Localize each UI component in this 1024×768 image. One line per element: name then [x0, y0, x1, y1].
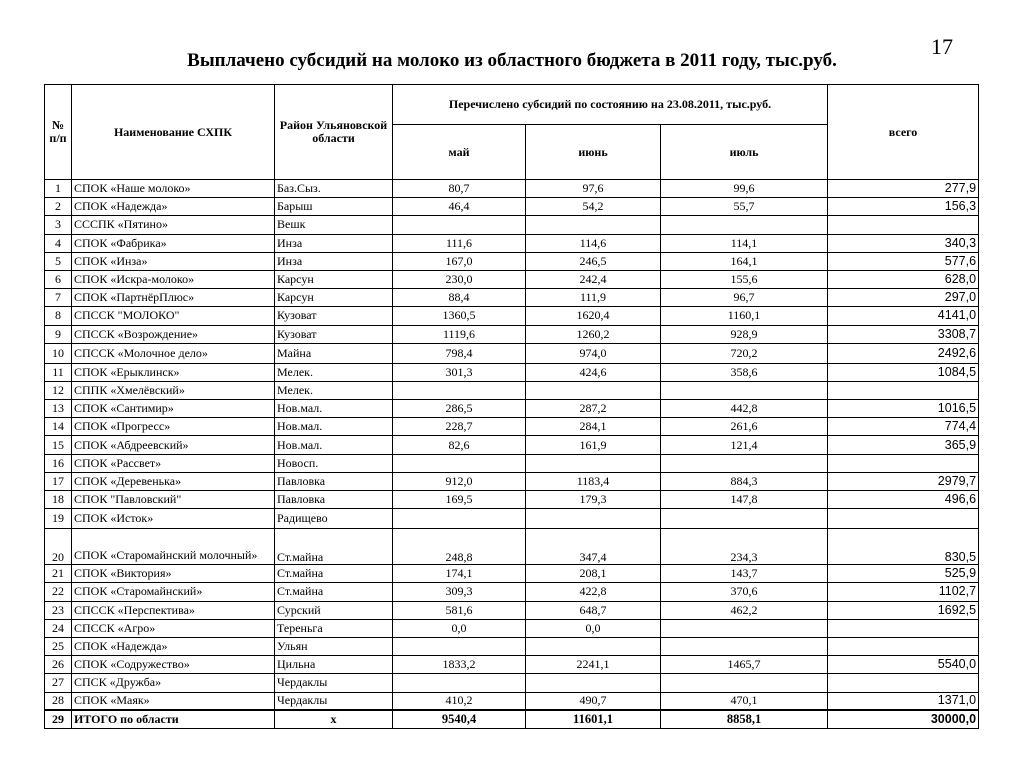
cooperative-name: СПОК «Инза»	[72, 252, 275, 270]
table-row	[45, 674, 979, 692]
row-number: 21	[45, 565, 72, 583]
value-may	[393, 637, 526, 655]
row-number: 25	[45, 637, 72, 655]
value-july: 462,2	[661, 601, 828, 619]
value-june: 179,3	[526, 491, 661, 509]
row-number: 8	[45, 307, 72, 325]
header-july: июль	[661, 125, 828, 180]
row-number: 7	[45, 289, 72, 307]
value-july: 928,9	[661, 325, 828, 343]
value-total: 577,6	[828, 252, 979, 270]
header-name: Наименование СХПК	[72, 85, 275, 180]
total-row-district: x	[275, 710, 393, 728]
district-name: Вешк	[275, 216, 393, 234]
header-total: всего	[828, 85, 979, 180]
value-total	[828, 216, 979, 234]
cooperative-name: СПОК «Старомайнский молочный»	[72, 529, 275, 565]
value-june: 2241,1	[526, 656, 661, 674]
cooperative-name: СПССК «Агро»	[72, 619, 275, 637]
row-number: 22	[45, 583, 72, 601]
cooperative-name: СССПК «Пятино»	[72, 216, 275, 234]
cooperative-name: СПСК «Дружба»	[72, 674, 275, 692]
cooperative-name: СПССК "МОЛОКО"	[72, 307, 275, 325]
value-total: 340,3	[828, 234, 979, 252]
cooperative-name: СПОК «Старомайнский»	[72, 583, 275, 601]
value-july: 121,4	[661, 436, 828, 454]
table-row	[45, 343, 979, 363]
cooperative-name: СПОК «Сантимир»	[72, 400, 275, 418]
value-june	[526, 381, 661, 399]
district-name: Чердаклы	[275, 674, 393, 692]
district-name: Радищево	[275, 509, 393, 529]
table-row	[45, 234, 979, 252]
district-name: Ст.майна	[275, 565, 393, 583]
value-total: 1692,5	[828, 601, 979, 619]
header-district: Район Ульяновской области	[275, 85, 393, 180]
value-total: 2492,6	[828, 343, 979, 363]
value-may: 230,0	[393, 270, 526, 288]
value-july: 1465,7	[661, 656, 828, 674]
value-july: 470,1	[661, 692, 828, 710]
table-row	[45, 198, 979, 216]
total-july: 8858,1	[661, 710, 828, 728]
value-june: 208,1	[526, 565, 661, 583]
value-total: 628,0	[828, 270, 979, 288]
value-june: 974,0	[526, 343, 661, 363]
value-may: 228,7	[393, 418, 526, 436]
value-july	[661, 637, 828, 655]
row-number: 19	[45, 509, 72, 529]
value-july	[661, 619, 828, 637]
table-row	[45, 400, 979, 418]
table-row	[45, 381, 979, 399]
value-may: 80,7	[393, 180, 526, 198]
value-may: 169,5	[393, 491, 526, 509]
table-row	[45, 656, 979, 674]
value-july: 114,1	[661, 234, 828, 252]
district-name: Павловка	[275, 491, 393, 509]
value-june	[526, 637, 661, 655]
row-number: 17	[45, 472, 72, 490]
header-num: № п/п	[45, 85, 72, 180]
row-number: 18	[45, 491, 72, 509]
value-june: 161,9	[526, 436, 661, 454]
value-may	[393, 381, 526, 399]
cooperative-name: СПОК «Абдреевский»	[72, 436, 275, 454]
value-may: 88,4	[393, 289, 526, 307]
value-may	[393, 509, 526, 529]
district-name: Мелек.	[275, 363, 393, 381]
district-name: Тереньга	[275, 619, 393, 637]
value-june	[526, 509, 661, 529]
value-june	[526, 454, 661, 472]
row-number: 14	[45, 418, 72, 436]
value-june: 648,7	[526, 601, 661, 619]
value-total: 774,4	[828, 418, 979, 436]
row-number: 16	[45, 454, 72, 472]
value-may: 1833,2	[393, 656, 526, 674]
value-june: 347,4	[526, 529, 661, 565]
subsidy-table	[44, 84, 979, 729]
district-name: Мелек.	[275, 381, 393, 399]
row-number: 23	[45, 601, 72, 619]
value-june: 287,2	[526, 400, 661, 418]
value-june: 1183,4	[526, 472, 661, 490]
value-july: 720,2	[661, 343, 828, 363]
cooperative-name: СПОК «Надежда»	[72, 198, 275, 216]
table-row	[45, 637, 979, 655]
table-row	[45, 472, 979, 490]
row-number: 3	[45, 216, 72, 234]
value-total: 496,6	[828, 491, 979, 509]
district-name: Нов.мал.	[275, 400, 393, 418]
value-june: 114,6	[526, 234, 661, 252]
page-title: Выплачено субсидий на молоко из областного бюджета в 2011 году, тыс.руб.	[187, 50, 837, 71]
cooperative-name: СПОК «Надежда»	[72, 637, 275, 655]
row-number: 1	[45, 180, 72, 198]
table-row	[45, 216, 979, 234]
value-june: 1620,4	[526, 307, 661, 325]
table-row	[45, 509, 979, 529]
district-name: Ульян	[275, 637, 393, 655]
value-june	[526, 216, 661, 234]
value-may: 248,8	[393, 529, 526, 565]
row-number: 9	[45, 325, 72, 343]
row-number: 24	[45, 619, 72, 637]
value-may	[393, 674, 526, 692]
cooperative-name: СПОК «Фабрика»	[72, 234, 275, 252]
district-name: Инза	[275, 234, 393, 252]
value-july: 358,6	[661, 363, 828, 381]
value-june: 1260,2	[526, 325, 661, 343]
header-may: май	[393, 125, 526, 180]
table-row	[45, 180, 979, 198]
table-row	[45, 529, 979, 565]
row-number: 28	[45, 692, 72, 710]
district-name: Сурский	[275, 601, 393, 619]
value-total	[828, 674, 979, 692]
value-june: 242,4	[526, 270, 661, 288]
value-total: 1084,5	[828, 363, 979, 381]
total-row-number: 29	[45, 710, 72, 728]
cooperative-name: СПОК «Ерыклинск»	[72, 363, 275, 381]
value-total: 1371,0	[828, 692, 979, 710]
cooperative-name: СППК «Хмелёвский»	[72, 381, 275, 399]
value-july: 370,6	[661, 583, 828, 601]
cooperative-name: СПОК «Деревенька»	[72, 472, 275, 490]
row-number: 2	[45, 198, 72, 216]
value-may: 167,0	[393, 252, 526, 270]
district-name: Чердаклы	[275, 692, 393, 710]
district-name: Павловка	[275, 472, 393, 490]
row-number: 20	[45, 529, 72, 565]
value-total: 297,0	[828, 289, 979, 307]
table-row	[45, 307, 979, 325]
value-may: 174,1	[393, 565, 526, 583]
value-july: 261,6	[661, 418, 828, 436]
district-name: Карсун	[275, 289, 393, 307]
value-july: 884,3	[661, 472, 828, 490]
value-july: 147,8	[661, 491, 828, 509]
value-june: 422,8	[526, 583, 661, 601]
district-name: Баз.Сыз.	[275, 180, 393, 198]
district-name: Кузоват	[275, 307, 393, 325]
table-row	[45, 454, 979, 472]
table-row	[45, 252, 979, 270]
district-name: Барыш	[275, 198, 393, 216]
cooperative-name: СПОК «Рассвет»	[72, 454, 275, 472]
value-total	[828, 619, 979, 637]
cooperative-name: СПОК «Содружество»	[72, 656, 275, 674]
row-number: 27	[45, 674, 72, 692]
cooperative-name: СПОК «Искра-молоко»	[72, 270, 275, 288]
value-july: 234,3	[661, 529, 828, 565]
value-total: 365,9	[828, 436, 979, 454]
table-row	[45, 619, 979, 637]
value-may: 1360,5	[393, 307, 526, 325]
value-july	[661, 509, 828, 529]
value-may: 798,4	[393, 343, 526, 363]
value-july: 442,8	[661, 400, 828, 418]
value-total: 525,9	[828, 565, 979, 583]
value-total	[828, 381, 979, 399]
row-number: 10	[45, 343, 72, 363]
value-june: 97,6	[526, 180, 661, 198]
cooperative-name: СПОК «Маяк»	[72, 692, 275, 710]
row-number: 15	[45, 436, 72, 454]
table-body	[45, 180, 979, 729]
total-row-label: ИТОГО по области	[72, 710, 275, 728]
district-name: Ст.майна	[275, 583, 393, 601]
value-june: 424,6	[526, 363, 661, 381]
value-june: 246,5	[526, 252, 661, 270]
row-number: 26	[45, 656, 72, 674]
cooperative-name: СПОК «ПартнёрПлюс»	[72, 289, 275, 307]
value-total: 1016,5	[828, 400, 979, 418]
value-total	[828, 637, 979, 655]
value-june	[526, 674, 661, 692]
value-total: 1102,7	[828, 583, 979, 601]
value-may: 0,0	[393, 619, 526, 637]
table-row	[45, 491, 979, 509]
district-name: Кузоват	[275, 325, 393, 343]
cooperative-name: СПОК "Павловский"	[72, 491, 275, 509]
table-row	[45, 270, 979, 288]
cooperative-name: СПОК «Наше молоко»	[72, 180, 275, 198]
value-july: 164,1	[661, 252, 828, 270]
value-may: 286,5	[393, 400, 526, 418]
district-name: Карсун	[275, 270, 393, 288]
value-june: 111,9	[526, 289, 661, 307]
table-row	[45, 436, 979, 454]
cooperative-name: СПОК «Исток»	[72, 509, 275, 529]
value-july: 143,7	[661, 565, 828, 583]
value-july: 96,7	[661, 289, 828, 307]
value-total: 156,3	[828, 198, 979, 216]
table-row	[45, 601, 979, 619]
value-july	[661, 381, 828, 399]
value-july: 1160,1	[661, 307, 828, 325]
table-row	[45, 692, 979, 710]
value-total: 277,9	[828, 180, 979, 198]
value-june: 490,7	[526, 692, 661, 710]
value-may: 1119,6	[393, 325, 526, 343]
district-name: Ст.майна	[275, 529, 393, 565]
value-june: 284,1	[526, 418, 661, 436]
value-may: 46,4	[393, 198, 526, 216]
value-may: 581,6	[393, 601, 526, 619]
value-may: 309,3	[393, 583, 526, 601]
table-row	[45, 583, 979, 601]
district-name: Нов.мал.	[275, 418, 393, 436]
value-may: 82,6	[393, 436, 526, 454]
district-name: Цильна	[275, 656, 393, 674]
cooperative-name: СПССК «Перспектива»	[72, 601, 275, 619]
value-july	[661, 216, 828, 234]
row-number: 4	[45, 234, 72, 252]
row-number: 12	[45, 381, 72, 399]
row-number: 13	[45, 400, 72, 418]
district-name: Инза	[275, 252, 393, 270]
value-total: 830,5	[828, 529, 979, 565]
total-june: 11601,1	[526, 710, 661, 728]
row-number: 6	[45, 270, 72, 288]
value-total: 5540,0	[828, 656, 979, 674]
grand-total: 30000,0	[828, 710, 979, 728]
header-june: июнь	[526, 125, 661, 180]
row-number: 11	[45, 363, 72, 381]
value-total: 2979,7	[828, 472, 979, 490]
table-row	[45, 363, 979, 381]
cooperative-name: СПОК «Прогресс»	[72, 418, 275, 436]
cooperative-name: СПССК «Молочное дело»	[72, 343, 275, 363]
table-row	[45, 565, 979, 583]
value-may: 301,3	[393, 363, 526, 381]
district-name: Майна	[275, 343, 393, 363]
total-row	[45, 710, 979, 728]
page-number: 17	[931, 34, 953, 59]
value-july: 155,6	[661, 270, 828, 288]
value-total: 4141,0	[828, 307, 979, 325]
value-total	[828, 509, 979, 529]
value-may: 111,6	[393, 234, 526, 252]
value-may: 410,2	[393, 692, 526, 710]
value-june: 0,0	[526, 619, 661, 637]
cooperative-name: СПССК «Возрождение»	[72, 325, 275, 343]
value-may	[393, 454, 526, 472]
district-name: Нов.мал.	[275, 436, 393, 454]
value-total	[828, 454, 979, 472]
value-total: 3308,7	[828, 325, 979, 343]
value-july: 55,7	[661, 198, 828, 216]
table-row	[45, 325, 979, 343]
value-july: 99,6	[661, 180, 828, 198]
table-row	[45, 289, 979, 307]
row-number: 5	[45, 252, 72, 270]
value-june: 54,2	[526, 198, 661, 216]
table-row	[45, 418, 979, 436]
value-july	[661, 674, 828, 692]
header-period: Перечислено субсидий по состоянию на 23.08.2011, тыс.руб.	[393, 85, 828, 125]
district-name: Новосп.	[275, 454, 393, 472]
value-may: 912,0	[393, 472, 526, 490]
value-july	[661, 454, 828, 472]
total-may: 9540,4	[393, 710, 526, 728]
value-may	[393, 216, 526, 234]
cooperative-name: СПОК «Виктория»	[72, 565, 275, 583]
